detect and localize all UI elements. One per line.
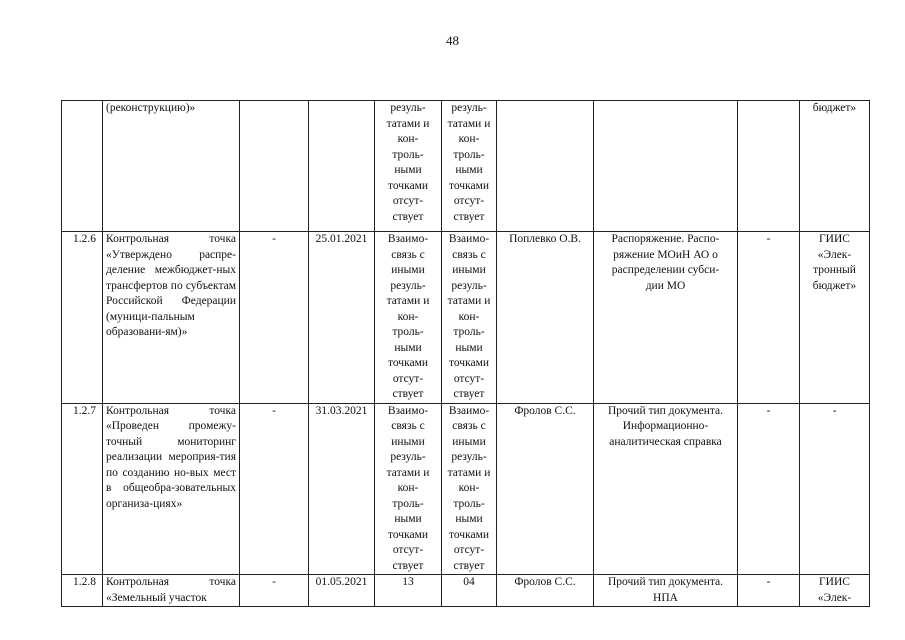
row-col3: -: [240, 232, 309, 404]
row-relation-1: резуль- татами и кон- троль- ными точками отсут- ствует: [375, 101, 442, 232]
row-col9: [738, 101, 800, 232]
row-number: [62, 101, 103, 232]
row-system: бюджет»: [800, 101, 870, 232]
table-row: [62, 101, 870, 232]
row-name: (реконструкцию)»: [103, 101, 240, 232]
row-relation-1: Взаимо- связь с иными резуль- татами и кон- троль- ными точками отсут- ствует: [375, 403, 442, 575]
row-system: ГИИС «Элек-: [800, 575, 870, 607]
row-col9: -: [738, 403, 800, 575]
row-document: Распоряжение. Распо- ряжение МОиН АО о распределении субси- дии МО: [594, 232, 738, 404]
page-number: 48: [446, 33, 459, 48]
table-row: [62, 232, 870, 404]
row-document: [594, 101, 738, 232]
table-row: [62, 403, 870, 575]
row-date: 31.03.2021: [309, 403, 375, 575]
row-responsible: Фролов С.С.: [497, 575, 594, 607]
row-relation-2: Взаимо- связь с иными резуль- татами и кон- троль- ными точками отсут- ствует: [442, 403, 497, 575]
row-col3: [240, 101, 309, 232]
row-date: 25.01.2021: [309, 232, 375, 404]
row-relation-2: 04: [442, 575, 497, 607]
row-relation-1: Взаимо- связь с иными резуль- татами и кон- троль- ными точками отсут- ствует: [375, 232, 442, 404]
row-system: -: [800, 403, 870, 575]
table-row: [62, 575, 870, 607]
row-name: Контрольная точка «Земельный участок: [103, 575, 240, 607]
row-number: 1.2.8: [62, 575, 103, 607]
row-col9: -: [738, 232, 800, 404]
row-relation-2: резуль- татами и кон- троль- ными точками отсут- ствует: [442, 101, 497, 232]
row-date: 01.05.2021: [309, 575, 375, 607]
row-document: Прочий тип документа. НПА: [594, 575, 738, 607]
row-responsible: Фролов С.С.: [497, 403, 594, 575]
row-responsible: Поплевко О.В.: [497, 232, 594, 404]
row-col3: -: [240, 575, 309, 607]
row-relation-1: 13: [375, 575, 442, 607]
row-document: Прочий тип документа. Информационно- аналитическая справка: [594, 403, 738, 575]
row-responsible: [497, 101, 594, 232]
row-col3: -: [240, 403, 309, 575]
row-number: 1.2.7: [62, 403, 103, 575]
row-name: Контрольная точка «Проведен промежу-точный мониторинг реализации мероприя-тия по созданию но-вых мест в общеобра-зовательных организа-циях»: [103, 403, 240, 575]
row-number: 1.2.6: [62, 232, 103, 404]
control-points-table: [61, 100, 870, 607]
row-system: ГИИС «Элек- тронный бюджет»: [800, 232, 870, 404]
row-date: [309, 101, 375, 232]
row-col9: -: [738, 575, 800, 607]
row-name: Контрольная точка «Утверждено распре-деление межбюджет-ных трансфертов по субъектам Российской Федерации (муници-пальным образовани-ям)»: [103, 232, 240, 404]
row-relation-2: Взаимо- связь с иными резуль- татами и кон- троль- ными точками отсут- ствует: [442, 232, 497, 404]
